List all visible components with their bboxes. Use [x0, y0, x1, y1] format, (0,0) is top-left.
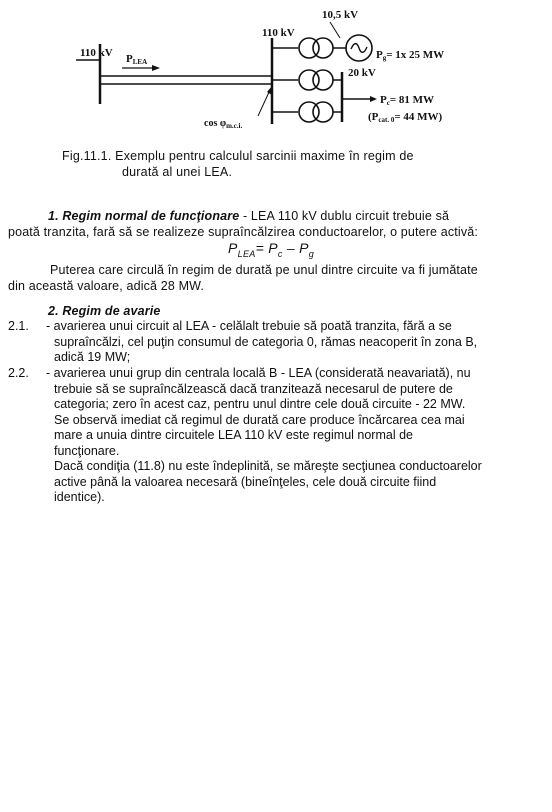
label-right-voltage: 110 kV — [262, 27, 295, 39]
section-1-line-1: - LEA 110 kV dublu circuit trebuie să — [239, 209, 450, 223]
label-mv-voltage: 20 kV — [348, 67, 376, 79]
item-line: active până la valoarea necesară (bineînţeles, cele două circuite fiind — [54, 474, 437, 489]
section-1-heading: 1. Regim normal de funcţionare — [48, 209, 240, 223]
formula-p-lea: $P_{LEA}= P_c - P_g$ — [228, 240, 315, 259]
item-line: mare a unuia dintre circuitele LEA 110 kV este regimul normal de — [54, 428, 413, 442]
item-line: Se observă imediat că regimul de durată care produce încărcarea cea mai — [54, 412, 465, 427]
item-line: identice). — [54, 490, 105, 504]
caption-line-1: Fig.11.1. Exemplu pentru calculul sarcinii maxime în regim de — [62, 149, 414, 163]
label-gen-voltage: 10,5 kV — [322, 9, 359, 21]
item-line: - avarierea unui circuit al LEA - celălalt trebuie să poată tranzita, fără a se — [46, 319, 452, 333]
item-line: adică 19 MW; — [54, 350, 131, 364]
label-gen-power: Pg= 1x 25 MW — [376, 49, 445, 62]
section-1-paragraph-line-1: Puterea care circulă în regim de durată pe unul dintre circuite va fi jumătate — [50, 263, 478, 277]
item-number: 2.2. — [8, 366, 29, 380]
item-line: trebuie să se supraîncălzească dacă tranzitează necesarul de putere de — [54, 381, 453, 396]
item-line: - avarierea unui grup din centrala locală B - LEA (considerată neavariată), nu — [46, 366, 471, 380]
section-1-first-line — [48, 208, 538, 224]
cos-phi-pointer-head — [267, 86, 272, 95]
generator-sine-icon — [351, 44, 367, 53]
section-2-heading: 2. Regim de avarie — [48, 304, 161, 318]
p-lea-arrowhead — [152, 65, 160, 71]
load-arrowhead — [370, 96, 377, 102]
network-diagram — [0, 0, 552, 140]
transformer-2-winding-2 — [313, 70, 333, 90]
item-line: supraîncălzi, cel puţin consumul de categoria 0, rămas neacoperit în zona B, — [54, 334, 478, 349]
label-load-power: Pc= 81 MW — [380, 94, 434, 107]
caption-line-2: durată al unei LEA. — [122, 165, 233, 179]
label-p-lea: PLEA — [126, 53, 148, 66]
item-line: categoria; zero în acest caz, pentru unul dintre cele două circuite - 22 MW. — [54, 397, 466, 411]
label-load-cat0: (Pcat. 0= 44 MW) — [368, 111, 443, 124]
item-line: Dacă condiţia (11.8) nu este îndeplinită, se măreşte secţiunea conductoarelor — [54, 459, 482, 473]
cos-phi-pointer — [258, 90, 270, 116]
figure-caption — [62, 148, 492, 180]
item-line: funcţionare. — [54, 443, 120, 458]
label-cos-phi: $\cos \varphi_{m.c.i.}$ — [204, 118, 243, 130]
item-number: 2.1. — [8, 319, 29, 333]
transformer-gen-winding-2 — [313, 38, 333, 58]
label-left-voltage: 110 kV — [80, 47, 113, 59]
section-1-paragraph-line-2: din această valoare, adică 28 MW. — [8, 279, 205, 293]
gen-voltage-pointer — [330, 22, 340, 38]
section-1-line-2: poată tranzita, fară să se realizeze supraîncălzirea conductoarelor, o putere activă: — [8, 225, 478, 239]
transformer-3-winding-2 — [313, 102, 333, 122]
